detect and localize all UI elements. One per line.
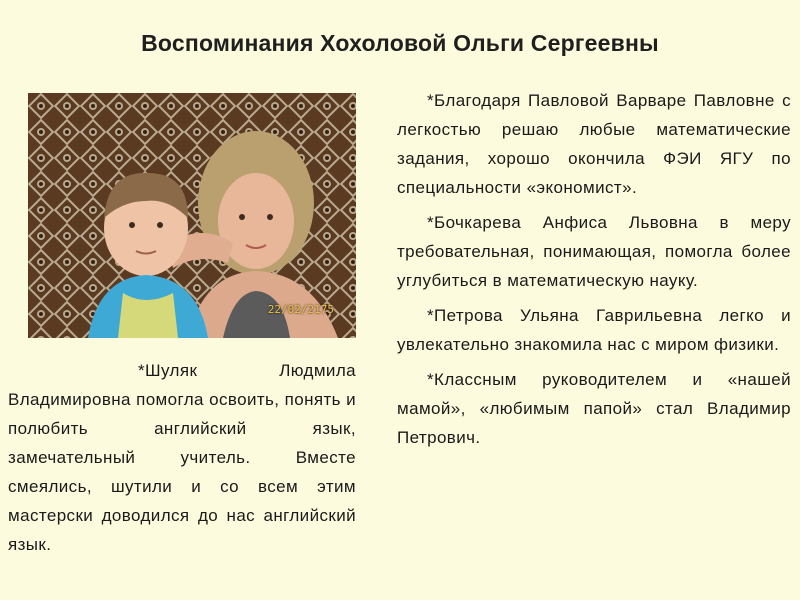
left-text-column (8, 356, 356, 600)
memory-paragraph: *Классным руководителем и «нашей мамой», «любимым папой» стал Владимир Петрович. (397, 370, 791, 447)
memory-paragraph: *Благодаря Павловой Варваре Павловне с легкостью решаю любые математические задания, хорошо окончила ФЭИ ЯГУ по специальности «экономист». (397, 91, 791, 197)
right-text-column (397, 86, 791, 458)
memory-paragraph: *Бочкарева Анфиса Львовна в меру требовательная, понимающая, помогла более углубиться в математическую науку. (397, 213, 791, 290)
memory-paragraph: *Петрова Ульяна Гаврильевна легко и увлекательно знакомила нас с миром физики. (397, 306, 791, 354)
photo-illustration (28, 93, 356, 338)
photo-date-stamp: 22/02/2175 (267, 303, 334, 316)
slide-title: Воспоминания Хохоловой Ольги Сергеевны (141, 30, 659, 56)
memory-photo (28, 93, 356, 338)
memory-paragraph: *Шуляк Людмила Владимировна помогла освоить, понять и полюбить английский язык, замечательный учитель. Вместе смеялись, шутили и со всем этим мастерски доводился до нас английский язык. (8, 361, 356, 554)
